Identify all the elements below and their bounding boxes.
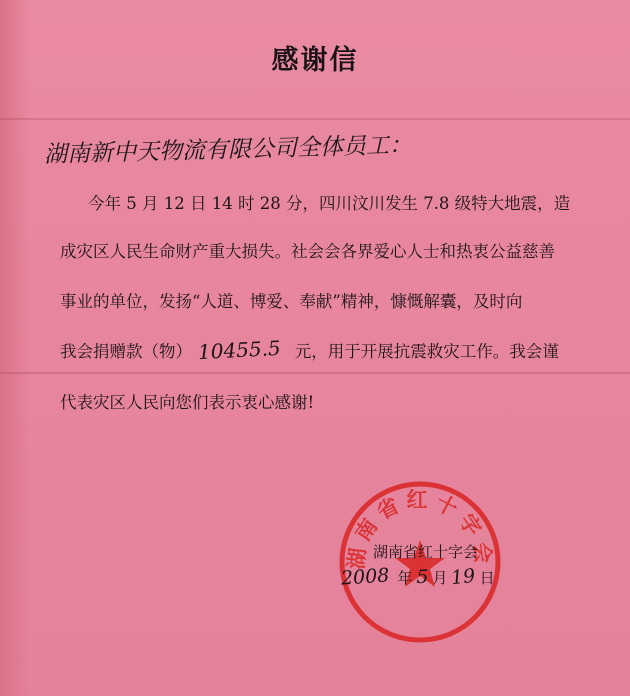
- paragraph-line-4: 代表灾区人民向您们表示衷心感谢!: [60, 393, 315, 412]
- paragraph-line-donation: [60, 335, 559, 365]
- date-day: 19: [450, 564, 477, 590]
- paragraph-line-1: 今年 5 月 12 日 14 时 28 分，四川汶川发生 7.8 级特大地震，造: [88, 194, 571, 213]
- donation-suffix: 元，用于开展抗震救灾工作。我会谨: [294, 342, 559, 361]
- red-cross-seal: [336, 478, 504, 646]
- date-month-label: 月: [432, 569, 448, 587]
- donation-prefix: 我会捐赠款（物）: [60, 342, 192, 361]
- handwritten-salutation: 湖南新中天物流有限公司全体员工：: [43, 132, 413, 168]
- paragraph-line-2: 成灾区人民生命财产重大损失。社会会各界爱心人士和热衷公益慈善: [60, 242, 555, 261]
- date-day-label: 日: [479, 569, 495, 587]
- paper-edge-shadow: [0, 0, 30, 696]
- paragraph-line-3: 事业的单位，发扬“人道、博爱、奉献”精神，慷慨解囊，及时向: [60, 292, 523, 311]
- date-month: 5: [416, 566, 429, 588]
- date-year-label: 年: [397, 569, 413, 587]
- signature-date: [341, 566, 495, 588]
- date-year: 2008: [340, 564, 391, 590]
- signature-organization: 湖南省红十字会: [373, 543, 479, 561]
- handwritten-donation-amount: 10455.5: [197, 335, 282, 365]
- paper-fold-line: [0, 118, 630, 120]
- letter-title: 感谢信: [271, 45, 359, 76]
- paper-fold-line: [0, 372, 630, 374]
- svg-text:湖南省红十字会: 湖南省红十字会: [342, 487, 498, 571]
